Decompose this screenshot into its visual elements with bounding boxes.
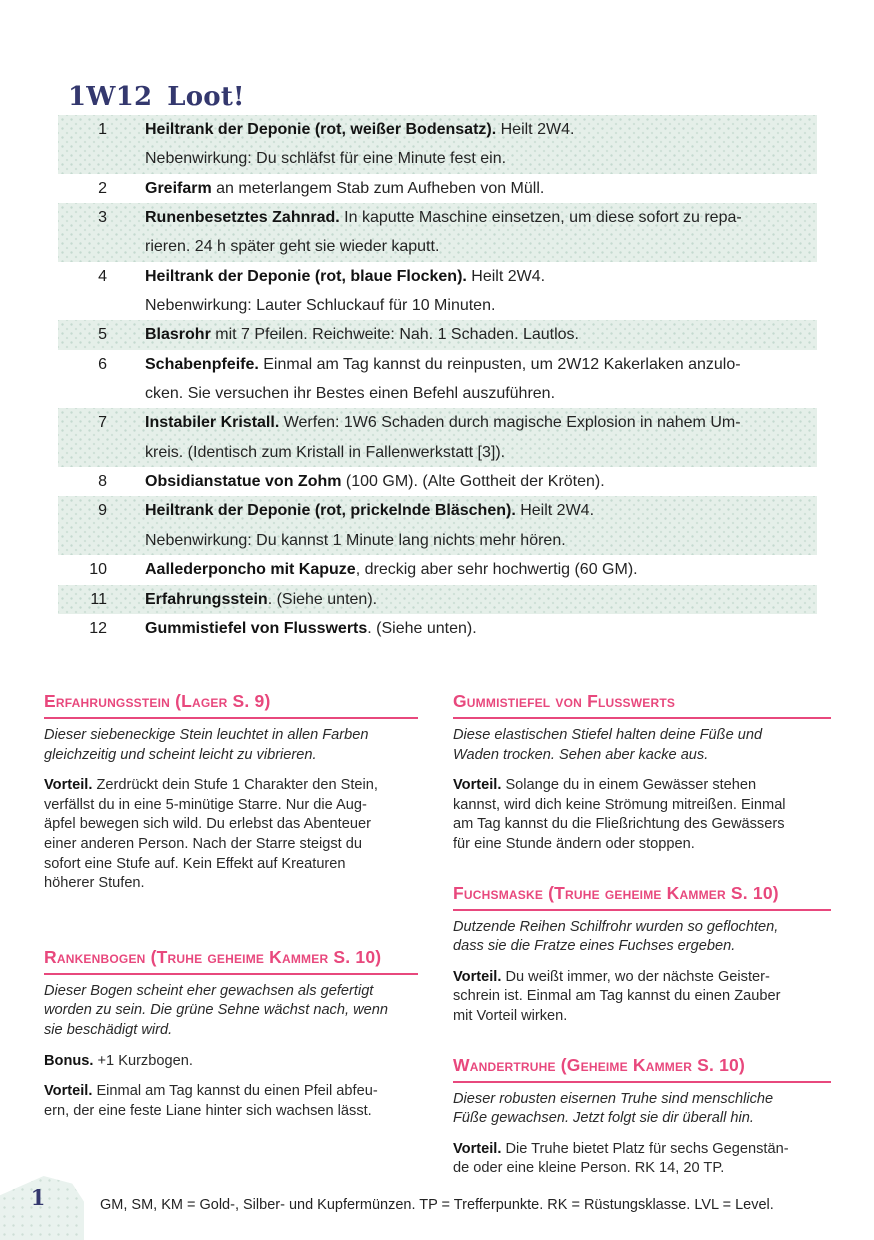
flavor-line: worden zu sein. Die grüne Sehne wächst nach, wenn (44, 1002, 388, 1019)
row-text: (100 GM). (Alte Gottheit der Kröten). (341, 473, 605, 491)
row-content (145, 262, 545, 321)
row-number: 1 (98, 121, 107, 138)
item-name: Greifarm (145, 179, 212, 197)
row-text: rieren. 24 h später geht sie wieder kaputt. (145, 238, 440, 256)
row-content (145, 614, 477, 643)
benefit-line (44, 1102, 418, 1122)
benefit-text: mit Vorteil wirken. (453, 1007, 568, 1024)
item-name: Gummistiefel von Flusswerts (145, 619, 368, 637)
benefit-text: ern, der eine feste Liane hinter sich wachsen lässt. (44, 1102, 372, 1119)
loot-table-row (58, 203, 817, 262)
flavor-line: Dutzende Reihen Schilfrohr wurden so geflochten, (453, 918, 779, 935)
benefit-line (44, 776, 418, 796)
benefit-label: Vorteil. (453, 968, 502, 985)
benefit-text: schrein ist. Einmal am Tag kannst du einen Zauber (453, 988, 781, 1005)
row-text: . (Siehe unten). (367, 619, 477, 637)
benefit-text: Die Truhe bietet Platz für sechs Gegenstän- (505, 1140, 789, 1157)
benefit-label: Vorteil. (453, 1140, 502, 1157)
row-content (145, 350, 741, 409)
row-content (145, 555, 638, 584)
item-section (453, 882, 831, 1027)
benefit-line (453, 987, 831, 1007)
item-section-title: Erfahrungsstein (Lager S. 9) (44, 691, 271, 711)
row-number: 9 (98, 502, 107, 520)
loot-table-row (58, 555, 817, 584)
row-text: Einmal am Tag kannst du reinpusten, um 2W12 Kakerlaken anzulo- (258, 355, 741, 373)
row-text: an meterlangem Stab zum Aufheben von Müll. (211, 179, 545, 197)
row-text-line (145, 174, 544, 203)
loot-table-row (58, 320, 817, 349)
row-text-line (145, 350, 741, 379)
benefit-line (453, 835, 831, 855)
item-details-left-column (44, 690, 418, 1121)
row-text-line (145, 232, 742, 261)
flavor-line: Füße gewachsen. Jetzt folgt sie dir überall hin. (453, 1110, 754, 1127)
benefit-text: äpfel bewegen sich wild. Du erlebst das Abenteuer (44, 816, 371, 833)
benefit-text: sofort eine Stufe auf. Kein Effekt auf Kreaturen (44, 855, 346, 872)
row-text-line (145, 585, 377, 614)
benefit-label: Vorteil. (453, 777, 502, 794)
row-text: . (Siehe unten). (267, 590, 378, 608)
item-name: Instabiler Kristall. (145, 414, 280, 432)
benefit-line (453, 1159, 831, 1179)
row-text-line (145, 555, 638, 584)
row-number: 5 (98, 326, 107, 344)
row-number: 2 (98, 179, 107, 197)
benefit-line (453, 1007, 831, 1027)
benefit-line (453, 968, 831, 988)
row-text-line (145, 144, 574, 173)
benefit-line (453, 796, 831, 816)
item-section (44, 946, 418, 1122)
row-content (145, 203, 742, 262)
benefit-text: +1 Kurzbogen. (97, 1052, 193, 1069)
item-name: Aallederponcho mit Kapuze (145, 561, 356, 579)
item-name: Erfahrungsstein (145, 590, 268, 608)
benefit-paragraph (453, 968, 831, 1027)
item-name: Schabenpfeife. (145, 355, 259, 373)
loot-table-row (58, 262, 817, 321)
benefit-text: für eine Stunde ändern oder stoppen. (453, 835, 695, 852)
loot-table-row (58, 350, 817, 409)
item-section-title: Wandertruhe (Geheime Kammer S. 10) (453, 1054, 746, 1075)
benefit-text: höherer Stufen. (44, 875, 145, 892)
title-underline (453, 909, 831, 911)
row-text: Nebenwirkung: Du schläfst für eine Minute fest ein. (145, 150, 507, 168)
row-text-line (145, 408, 741, 437)
item-section-title: Rankenbogen (Truhe geheime Kammer S. 10) (44, 946, 382, 967)
loot-table (58, 115, 817, 643)
dice-notation: 1W12 (68, 82, 153, 112)
row-content (145, 585, 377, 614)
footer-legend: GM, SM, KM = Gold-, Silber- und Kupfermünzen. TP = Trefferpunkte. RK = Rüstungsklasse. LVL = Level. (100, 1197, 774, 1213)
benefit-text: de oder eine kleine Person. RK 14, 20 TP. (453, 1160, 725, 1177)
row-number: 10 (89, 561, 107, 579)
flavor-line: Waden trocken. Sehen aber kacke aus. (453, 746, 709, 763)
loot-table-row (58, 614, 817, 643)
row-text-line (145, 614, 477, 643)
benefit-paragraph (44, 1052, 418, 1072)
benefit-label: Bonus. (44, 1052, 94, 1069)
item-name: Runenbesetztes Zahnrad. (145, 209, 340, 227)
item-name: Heiltrank der Deponie (rot, blaue Flocken). (145, 267, 467, 285)
item-section-title: Fuchsmaske (Truhe geheime Kammer S. 10) (453, 882, 779, 903)
flavor-text (453, 918, 831, 957)
benefit-text: verfällst du in eine 5-minütige Starre. Nur die Aug- (44, 796, 367, 813)
benefit-label: Vorteil. (44, 1083, 93, 1100)
benefit-text: Zerdrückt dein Stufe 1 Charakter den Stein, (96, 777, 378, 794)
flavor-line: Dieser Bogen scheint eher gewachsen als gefertigt (44, 982, 374, 999)
item-section (453, 1054, 831, 1179)
benefit-text: einer anderen Person. Nach der Starre steigst du (44, 835, 362, 852)
benefit-paragraph (44, 1082, 418, 1121)
loot-table-row (58, 174, 817, 203)
row-text-line (145, 379, 741, 408)
title-text: Loot! (167, 82, 245, 112)
loot-table-row (58, 408, 817, 467)
row-text: Heilt 2W4. (466, 267, 546, 285)
benefit-text: Einmal am Tag kannst du einen Pfeil abfeu- (96, 1083, 378, 1100)
row-text: cken. Sie versuchen ihr Bestes einen Befehl auszuführen. (145, 385, 556, 403)
row-text: , dreckig aber sehr hochwertig (60 GM). (355, 561, 638, 579)
row-number: 12 (89, 619, 107, 637)
flavor-line: Diese elastischen Stiefel halten deine Füße und (453, 727, 763, 743)
loot-table-row (58, 585, 817, 614)
row-text-line (145, 467, 605, 496)
flavor-text (44, 726, 418, 765)
page-number: 1 (30, 1185, 46, 1210)
row-number: 3 (98, 209, 107, 227)
benefit-text: Du weißt immer, wo der nächste Geister- (505, 968, 770, 985)
benefit-line (44, 1052, 418, 1072)
row-number: 8 (98, 473, 107, 491)
row-content (145, 174, 544, 203)
row-text: Werfen: 1W6 Schaden durch magische Explosion in nahem Um- (279, 414, 741, 432)
title-underline (44, 717, 418, 719)
flavor-text (44, 982, 418, 1041)
row-number: 6 (98, 355, 107, 373)
row-content (145, 467, 605, 496)
benefit-line (44, 815, 418, 835)
row-number: 7 (98, 414, 107, 432)
item-name: Heiltrank der Deponie (rot, prickelnde Bläschen). (145, 502, 516, 520)
flavor-text (453, 1090, 831, 1129)
row-number: 4 (98, 267, 107, 285)
benefit-line (44, 1082, 418, 1102)
benefit-text: Solange du in einem Gewässer stehen (505, 777, 757, 794)
benefit-text: am Tag kannst du die Fließrichtung des Gewässers (453, 816, 785, 833)
loot-table-row (58, 115, 817, 174)
row-content (145, 115, 574, 174)
benefit-label: Vorteil. (44, 777, 93, 794)
title-underline (44, 973, 418, 975)
loot-table-row (58, 467, 817, 496)
benefit-line (44, 874, 418, 894)
flavor-line: gleichzeitig und scheint leicht zu vibrieren. (44, 746, 317, 763)
benefit-line (44, 855, 418, 875)
item-section (453, 690, 831, 855)
benefit-line (453, 776, 831, 796)
item-name: Heiltrank der Deponie (rot, weißer Bodensatz). (145, 121, 497, 138)
row-text-line (145, 526, 594, 555)
flavor-line: Dieser robusten eisernen Truhe sind menschliche (453, 1090, 774, 1107)
row-text-line (145, 320, 579, 349)
flavor-line: sie beschädigt wird. (44, 1021, 173, 1038)
item-name: Obsidianstatue von Zohm (145, 473, 342, 491)
row-text: mit 7 Pfeilen. Reichweite: Nah. 1 Schaden. Lautlos. (210, 326, 579, 344)
row-text: kreis. (Identisch zum Kristall in Fallenwerkstatt [3]). (145, 443, 506, 461)
title-underline (453, 717, 831, 719)
row-content (145, 408, 741, 467)
item-section (44, 690, 418, 894)
row-text-line (145, 291, 545, 320)
row-text: Nebenwirkung: Lauter Schluckauf für 10 Minuten. (145, 297, 496, 315)
row-text-line (145, 115, 574, 144)
benefit-line (44, 796, 418, 816)
benefit-line (453, 1140, 831, 1160)
row-text: Heilt 2W4. (515, 502, 595, 520)
flavor-line: Dieser siebeneckige Stein leuchtet in allen Farben (44, 727, 369, 743)
loot-table-row (58, 496, 817, 555)
item-name: Blasrohr (145, 326, 211, 344)
item-details-right-column (453, 690, 831, 1179)
row-text: In kaputte Maschine einsetzen, um diese sofort zu repa- (339, 209, 742, 227)
benefit-line (453, 815, 831, 835)
row-content (145, 320, 579, 349)
row-text: Heilt 2W4. (496, 121, 575, 138)
row-content (145, 496, 594, 555)
page-title (68, 82, 245, 112)
benefit-paragraph (453, 1140, 831, 1179)
row-text-line (145, 438, 741, 467)
row-text: Nebenwirkung: Du kannst 1 Minute lang nichts mehr hören. (145, 531, 566, 549)
title-underline (453, 1081, 831, 1083)
item-section-title: Gummistiefel von Flusswerts (453, 691, 676, 711)
benefit-paragraph (44, 776, 418, 894)
row-number: 11 (90, 590, 107, 608)
benefit-text: kannst, wird dich keine Strömung mitreißen. Einmal (453, 796, 786, 813)
row-text-line (145, 496, 594, 525)
flavor-text (453, 726, 831, 765)
row-text-line (145, 262, 545, 291)
flavor-line: dass sie die Fratze eines Fuchses ergeben. (453, 938, 736, 955)
benefit-paragraph (453, 776, 831, 854)
benefit-line (44, 835, 418, 855)
row-text-line (145, 203, 742, 232)
